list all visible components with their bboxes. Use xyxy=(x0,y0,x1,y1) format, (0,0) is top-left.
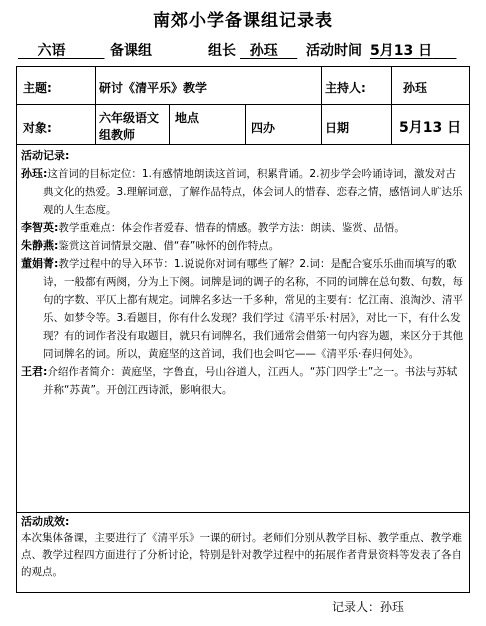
col-divider xyxy=(95,67,96,144)
topic-label: 主题: xyxy=(23,81,52,95)
recorder-line xyxy=(332,598,404,615)
topic-value: 研讨《清平乐》教学 xyxy=(99,81,208,95)
record-speaker: 王君: xyxy=(21,365,48,378)
host-value: 孙珏 xyxy=(403,81,428,95)
record-table xyxy=(16,66,470,593)
record-text: 鉴赏这首词情景交融、借“春”咏怀的创作特点。 xyxy=(58,240,280,252)
recorder-label: 记录人： xyxy=(332,600,381,614)
audience-value-line1: 六年级语文 xyxy=(99,111,160,125)
grade-value: 六语 xyxy=(37,43,66,59)
audience-value-line2: 组教师 xyxy=(99,128,136,142)
activity-records xyxy=(21,147,465,399)
record-entry xyxy=(21,219,465,237)
time-label: 活动时间 xyxy=(306,43,362,59)
summary-text: 本次集体备课，主要进行了《清平乐》一课的研讨。老师们分别从教学目标、教学重点、教学难点、教学过程四方面进行了分析讨论，特别是针对教学过程中的拓展作者背景资料等发表了各自的观点。 xyxy=(21,532,462,578)
date-label: 日期 xyxy=(325,121,350,135)
record-entry xyxy=(21,255,465,363)
col-divider xyxy=(321,67,322,144)
record-text: 介绍作者简介：黄庭坚，字鲁直，号山谷道人，江西人。“苏门四学士”之一。书法与苏轼并称“苏黄”。开创江西诗派，影响很大。 xyxy=(43,366,458,396)
record-speaker: 朱静燕: xyxy=(21,239,59,252)
row-divider xyxy=(17,144,469,145)
col-divider xyxy=(245,104,246,144)
activity-summary xyxy=(21,513,465,581)
time-value: 5月13 日 xyxy=(370,43,433,59)
record-text: 这首词的目标定位：1.有感情地朗读这首词，积累背诵。2.初步学会吟诵诗词，激发对古典文化的热爱。3.理解词意，了解作品特点，体会词人的惜春、恋春之情，感悟词人旷达乐观的人生态度。 xyxy=(43,168,463,216)
record-entry xyxy=(21,237,465,255)
date-value: 5月13 日 xyxy=(399,120,462,136)
leader-label: 组长 xyxy=(208,43,236,59)
record-entry xyxy=(21,363,465,399)
leader-field xyxy=(240,40,297,60)
record-entry xyxy=(21,165,465,219)
record-text: 教学重难点：体会作者爱春、惜春的情感。教学方法：朗读、鉴赏、品悟。 xyxy=(58,222,405,234)
grade-field xyxy=(18,40,105,60)
recorder-value: 孙珏 xyxy=(380,600,405,614)
record-speaker: 李智英: xyxy=(21,221,59,234)
host-label: 主持人: xyxy=(325,81,366,95)
summary-heading: 活动成效: xyxy=(21,515,70,528)
document-title: 南郊小学备课组记录表 xyxy=(153,11,333,31)
place-value: 四办 xyxy=(251,121,276,135)
record-speaker: 孙珏: xyxy=(21,167,48,180)
leader-value: 孙珏 xyxy=(249,43,278,59)
place-label: 地点 xyxy=(175,111,200,125)
record-speaker: 董娟菁: xyxy=(21,257,59,270)
header-info-line xyxy=(0,40,486,60)
audience-label: 对象: xyxy=(23,121,52,135)
col-divider xyxy=(391,67,392,144)
time-field xyxy=(370,40,456,60)
group-label: 备课组 xyxy=(110,43,152,59)
row-divider xyxy=(17,104,469,105)
col-divider xyxy=(169,104,170,144)
record-text: 教学过程中的导入环节：1.说说你对词有哪些了解？2.词：是配合宴乐乐曲而填写的歌诗，一般都有两阕，分为上下阕。词牌是词的调子的名称，不同的词牌在总句数、句数，每句的字数、平仄上都有规定。词牌名多达一千多种，常见的主要有：忆江南、浪淘沙、清平乐、如梦令等。3.看题目，你有什么发现？我们学过《清平乐·村居》，对比一下，有什么发现？有的词作者没有取题目，就只有词牌名，我们通常会借第一句内容为题，来区分于其他同词牌名的词。所以，黄庭坚的这首词，我们也会叫它——《清平乐·春归何处》。 xyxy=(43,258,463,360)
records-heading: 活动记录: xyxy=(21,149,70,162)
